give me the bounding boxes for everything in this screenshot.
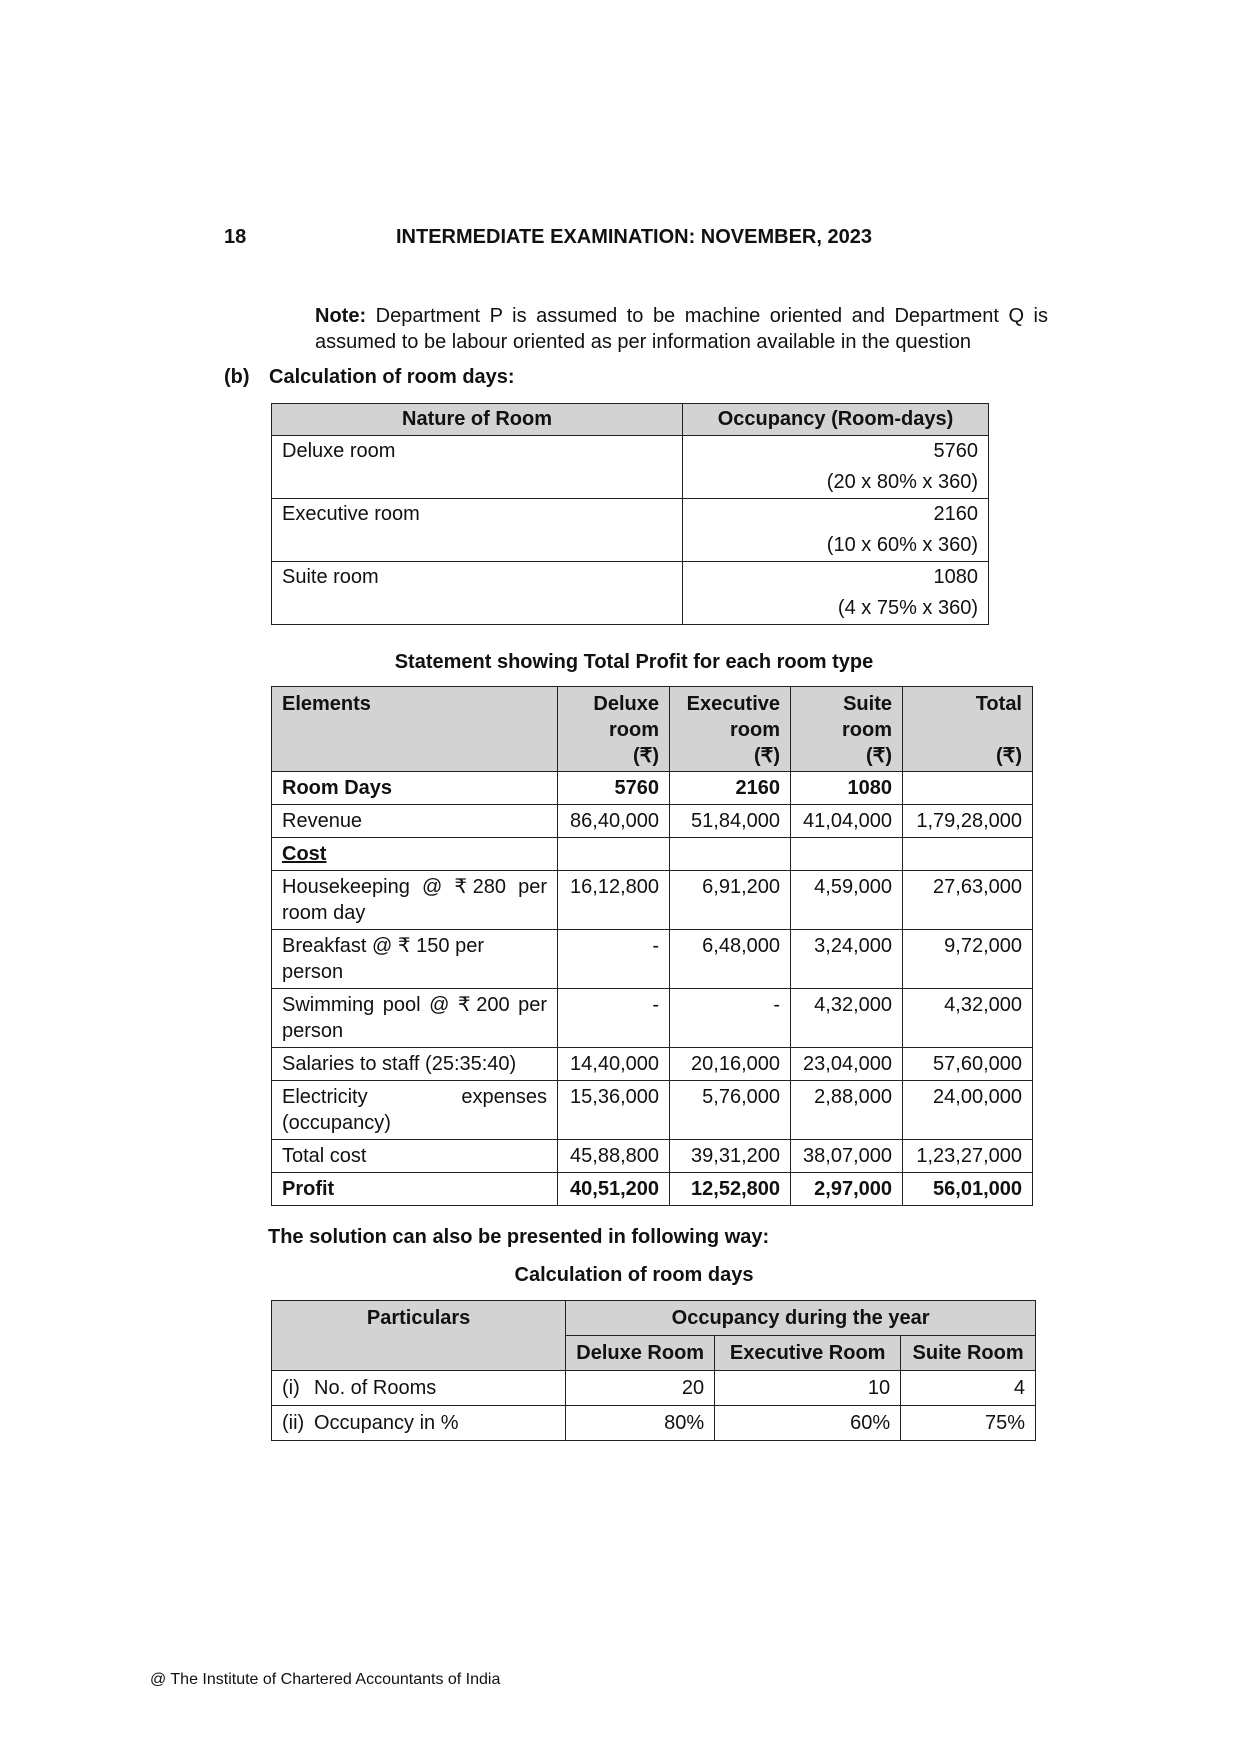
cell-deluxe: 45,88,800 [558,1140,670,1173]
cell-executive: 51,84,000 [670,805,791,838]
cell-executive: 39,31,200 [670,1140,791,1173]
header-suite-room: Suite Room [901,1336,1036,1371]
table-row-housekeeping [272,871,1033,930]
table-row [272,499,989,562]
label-part: Swimming [282,994,375,1016]
cell-suite: 4 [901,1371,1036,1406]
row-label: Revenue [272,805,558,838]
occupancy-cell [683,562,989,625]
cell-total: 56,01,000 [903,1173,1033,1206]
occupancy-formula: (10 x 60% x 360) [826,534,978,556]
cell-total: 57,60,000 [903,1048,1033,1081]
cell-suite: 23,04,000 [791,1048,903,1081]
section-b-label: (b) [224,366,250,388]
label-part: ₹ 200 [457,994,510,1016]
header-suite-line1: Suite [843,693,892,715]
table-row-salaries [272,1048,1033,1081]
page-number: 18 [224,226,247,248]
section-b-heading [224,366,515,389]
cell-deluxe: - [558,930,670,989]
header-executive-room: Executive Room [715,1336,901,1371]
table-row-breakfast [272,930,1033,989]
cell-suite: 3,24,000 [791,930,903,989]
cost-label: Cost [272,838,558,871]
occupancy-formula: (4 x 75% x 360) [837,597,978,619]
cell-deluxe: 40,51,200 [558,1173,670,1206]
cell-total: 1,23,27,000 [903,1140,1033,1173]
header-deluxe-room: Deluxe Room [566,1336,715,1371]
label-part: per [518,876,547,898]
row-number: (ii) [272,1406,307,1441]
header-currency: (₹) [632,745,659,767]
note-label: Note: [315,305,367,327]
label-part: pool [382,994,421,1016]
statement-title: Statement showing Total Profit for each room type [394,651,874,673]
label-part: room day [282,902,366,924]
header-suite-line2: room [842,719,892,741]
cell-suite: 4,32,000 [791,989,903,1048]
cell-suite: 38,07,000 [791,1140,903,1173]
table-row-profit [272,1173,1033,1206]
label-part: @ [429,994,450,1016]
cell-executive: 6,91,200 [670,871,791,930]
profit-statement-table [271,686,1033,1206]
table-row [272,1371,1036,1406]
row-label [272,1081,558,1140]
occupancy-value: 2160 [933,503,978,525]
table-row-room-days [272,772,1033,805]
header-occupancy-during-year: Occupancy during the year [566,1301,1036,1336]
label-part: Electricity [282,1086,368,1108]
cell-deluxe: 14,40,000 [558,1048,670,1081]
label-part: ₹ 280 [454,876,506,898]
cell-executive: 10 [715,1371,901,1406]
header-occupancy: Occupancy (Room-days) [683,404,989,436]
header-executive [670,687,791,772]
cell-executive: 5,76,000 [670,1081,791,1140]
cell-total: 27,63,000 [903,871,1033,930]
note-paragraph [315,303,1048,355]
header-executive-line2: room [730,719,780,741]
table-row [272,436,989,499]
occupancy-value: 5760 [933,440,978,462]
row-label: Breakfast @ ₹ 150 per person [272,930,558,989]
cell-executive: 20,16,000 [670,1048,791,1081]
cell-deluxe: - [558,989,670,1048]
cell-deluxe: 80% [566,1406,715,1441]
occupancy-formula: (20 x 80% x 360) [826,471,978,493]
row-number: (i) [272,1371,307,1406]
cell-suite: 4,59,000 [791,871,903,930]
label-part: (occupancy) [282,1112,391,1134]
header-suite [791,687,903,772]
cell-deluxe: 5760 [558,772,670,805]
cell-total: 4,32,000 [903,989,1033,1048]
table-row-electricity [272,1081,1033,1140]
page-header-title: INTERMEDIATE EXAMINATION: NOVEMBER, 2023 [396,226,872,248]
alternative-intro: The solution can also be presented in following way: [268,1226,770,1248]
cell-suite: 2,97,000 [791,1173,903,1206]
row-label: Room Days [272,772,558,805]
header-currency: (₹) [995,745,1022,767]
table-row-cost-heading [272,838,1033,871]
row-label: Profit [272,1173,558,1206]
note-text: Department P is assumed to be machine oriented and Department Q is assumed to be labour oriented as per information available in the question [315,305,1048,353]
row-label [272,989,558,1048]
table-row-total-cost [272,1140,1033,1173]
cell-suite: 41,04,000 [791,805,903,838]
cell-total [903,772,1033,805]
alternative-title: Calculation of room days [514,1264,754,1286]
label-part: per [518,994,547,1016]
header-total-label: Total [975,693,1022,715]
header-deluxe-line2: room [609,719,659,741]
row-label [272,871,558,930]
cell-deluxe: 15,36,000 [558,1081,670,1140]
cell-suite: 1080 [791,772,903,805]
cell-total: 9,72,000 [903,930,1033,989]
header-currency: (₹) [865,745,892,767]
cell-deluxe: 20 [566,1371,715,1406]
header-executive-line1: Executive [686,693,780,715]
cell-executive: 60% [715,1406,901,1441]
row-label: Total cost [272,1140,558,1173]
header-deluxe-line1: Deluxe [593,693,659,715]
cell-executive: - [670,989,791,1048]
table-row [272,1406,1036,1441]
table-row-revenue [272,805,1033,838]
label-part: @ [421,876,443,898]
alternative-room-days-table [271,1300,1036,1441]
header-currency: (₹) [753,745,780,767]
cell-executive: 12,52,800 [670,1173,791,1206]
occupancy-value: 1080 [933,566,978,588]
occupancy-cell [683,499,989,562]
room-name: Suite room [272,562,683,625]
cell-executive: 6,48,000 [670,930,791,989]
row-label: Salaries to staff (25:35:40) [272,1048,558,1081]
cell-suite: 75% [901,1406,1036,1441]
label-part: person [282,1020,344,1042]
occupancy-cell [683,436,989,499]
section-b-title: Calculation of room days: [269,366,515,388]
header-total [903,687,1033,772]
cell-total: 24,00,000 [903,1081,1033,1140]
row-label: No. of Rooms [306,1371,566,1406]
row-label: Occupancy in % [306,1406,566,1441]
label-part: Housekeeping [282,876,410,898]
cell-suite: 2,88,000 [791,1081,903,1140]
cell-deluxe: 16,12,800 [558,871,670,930]
cell-executive: 2160 [670,772,791,805]
table-row-swimming-pool [272,989,1033,1048]
label-part: expenses [461,1086,547,1108]
header-particulars: Particulars [272,1301,566,1371]
room-days-table [271,403,989,625]
page-footer: @ The Institute of Chartered Accountants of India [150,1671,501,1688]
room-name: Executive room [272,499,683,562]
cell-deluxe: 86,40,000 [558,805,670,838]
room-name: Deluxe room [272,436,683,499]
header-nature-of-room: Nature of Room [272,404,683,436]
header-deluxe [558,687,670,772]
table-row [272,562,989,625]
cell-total: 1,79,28,000 [903,805,1033,838]
header-elements: Elements [272,687,558,772]
